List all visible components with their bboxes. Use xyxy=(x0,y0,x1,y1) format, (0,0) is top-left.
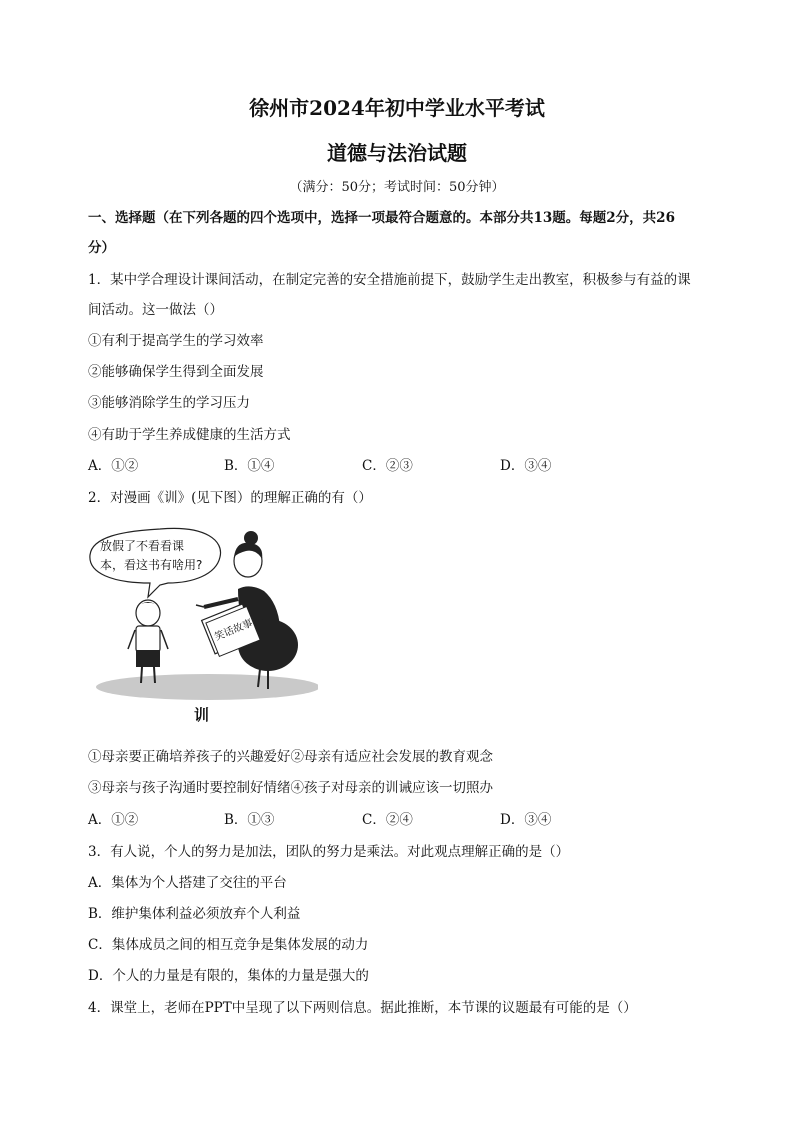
bubble-line2: 本，看这书有啥用? xyxy=(100,558,203,572)
q3-option-b[interactable]: B．维护集体利益必须放弃个人利益 xyxy=(88,906,301,922)
q2-option-d[interactable]: D．③④ xyxy=(500,812,552,828)
q1-stem-line1: 1．某中学合理设计课间活动，在制定完善的安全措施前提下，鼓励学生走出教室，积极参与有益的课 xyxy=(88,272,691,288)
q1-stem-line2: 间活动。这一做法（） xyxy=(88,302,223,318)
q3-option-a[interactable]: A．集体为个人搭建了交往的平台 xyxy=(88,875,287,891)
exam-meta: （满分：50分；考试时间：50分钟） xyxy=(289,180,505,195)
bubble-line1: 放假了不看看课 xyxy=(100,539,185,553)
q1-item-4: ④有助于学生养成健康的生活方式 xyxy=(88,427,291,443)
q2-option-a[interactable]: A．①② xyxy=(88,812,139,828)
q2-option-b[interactable]: B．①③ xyxy=(224,812,275,828)
q2-item-line2: ③母亲与孩子沟通时要控制好情绪④孩子对母亲的训诫应该一切照办 xyxy=(88,780,493,796)
q2-stem: 2．对漫画《训》(见下图）的理解正确的有（） xyxy=(88,490,372,506)
q1-option-d[interactable]: D．③④ xyxy=(500,458,552,474)
q1-option-c[interactable]: C．②③ xyxy=(362,458,413,474)
section-heading-line2: 分） xyxy=(88,240,115,256)
q1-option-a[interactable]: A．①② xyxy=(88,458,139,474)
cartoon-illustration xyxy=(88,527,318,727)
section-heading-line1: 一、选择题（在下列各题的四个选项中，选择一项最符合题意的。本部分共13题。每题2分，共26 xyxy=(88,210,675,226)
q4-stem: 4．课堂上，老师在PPT中呈现了以下两则信息。据此推断，本节课的议题最有可能的是（） xyxy=(88,1000,637,1016)
cartoon-caption: 训 xyxy=(194,706,210,724)
q2-item-line1: ①母亲要正确培养孩子的兴趣爱好②母亲有适应社会发展的教育观念 xyxy=(88,749,493,765)
exam-title: 徐州市2024年初中学业水平考试 xyxy=(249,96,545,120)
book-cover-text: 笑话故事 xyxy=(213,617,255,644)
q3-stem: 3．有人说，个人的努力是加法，团队的努力是乘法。对此观点理解正确的是（） xyxy=(88,844,570,860)
q1-item-1: ①有利于提高学生的学习效率 xyxy=(88,333,264,349)
q3-option-c[interactable]: C．集体成员之间的相互竞争是集体发展的动力 xyxy=(88,937,369,953)
q2-option-c[interactable]: C．②④ xyxy=(362,812,413,828)
q1-item-2: ②能够确保学生得到全面发展 xyxy=(88,364,264,380)
q3-option-d[interactable]: D．个人的力量是有限的，集体的力量是强大的 xyxy=(88,968,369,984)
exam-subtitle: 道德与法治试题 xyxy=(327,141,467,165)
q1-option-b[interactable]: B．①④ xyxy=(224,458,275,474)
q1-item-3: ③能够消除学生的学习压力 xyxy=(88,395,250,411)
